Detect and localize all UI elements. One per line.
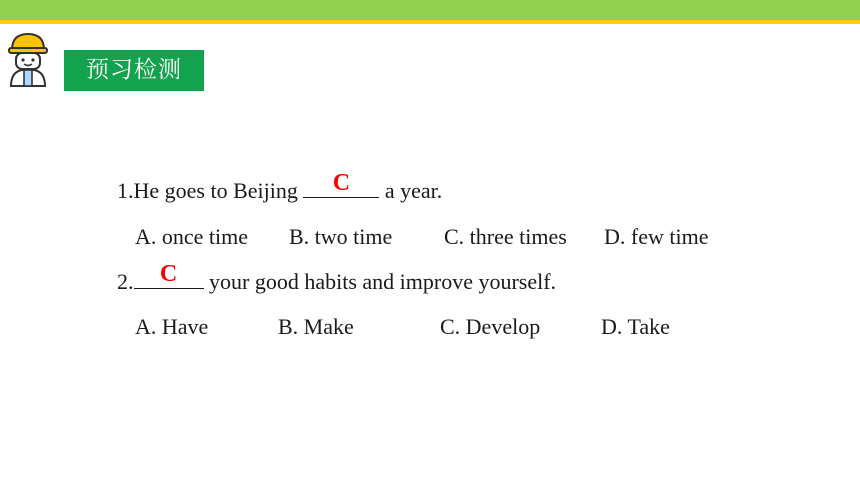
- student-avatar-icon: [6, 30, 50, 88]
- question-2-option-c: C. Develop: [440, 314, 541, 339]
- question-1-option-a: A. once time: [135, 224, 249, 249]
- question-2-option-b: B. Make: [278, 314, 354, 339]
- question-2-option-d: D. Take: [601, 314, 670, 339]
- question-1-option-d: D. few time: [604, 224, 709, 249]
- question-2-answer: C: [159, 261, 178, 287]
- question-1-text-before: He goes to Beijing: [133, 178, 304, 203]
- question-1: [117, 170, 443, 206]
- question-2-option-a: A. Have: [135, 314, 209, 339]
- section-title: 预习检测: [64, 50, 204, 91]
- question-1-answer: C: [332, 170, 351, 196]
- question-2-blank: [134, 261, 204, 289]
- question-2: [117, 261, 557, 297]
- question-2-text-after: your good habits and improve yourself.: [203, 269, 557, 294]
- question-1-text-after: a year.: [379, 178, 443, 203]
- question-2-number: 2.: [117, 269, 134, 294]
- question-1-number: 1.: [117, 178, 134, 203]
- top-green-band: [0, 0, 860, 20]
- question-1-blank: [303, 170, 379, 198]
- question-1-option-b: B. two time: [289, 224, 393, 249]
- top-yellow-stripe: [0, 20, 860, 24]
- question-1-option-c: C. three times: [444, 224, 567, 249]
